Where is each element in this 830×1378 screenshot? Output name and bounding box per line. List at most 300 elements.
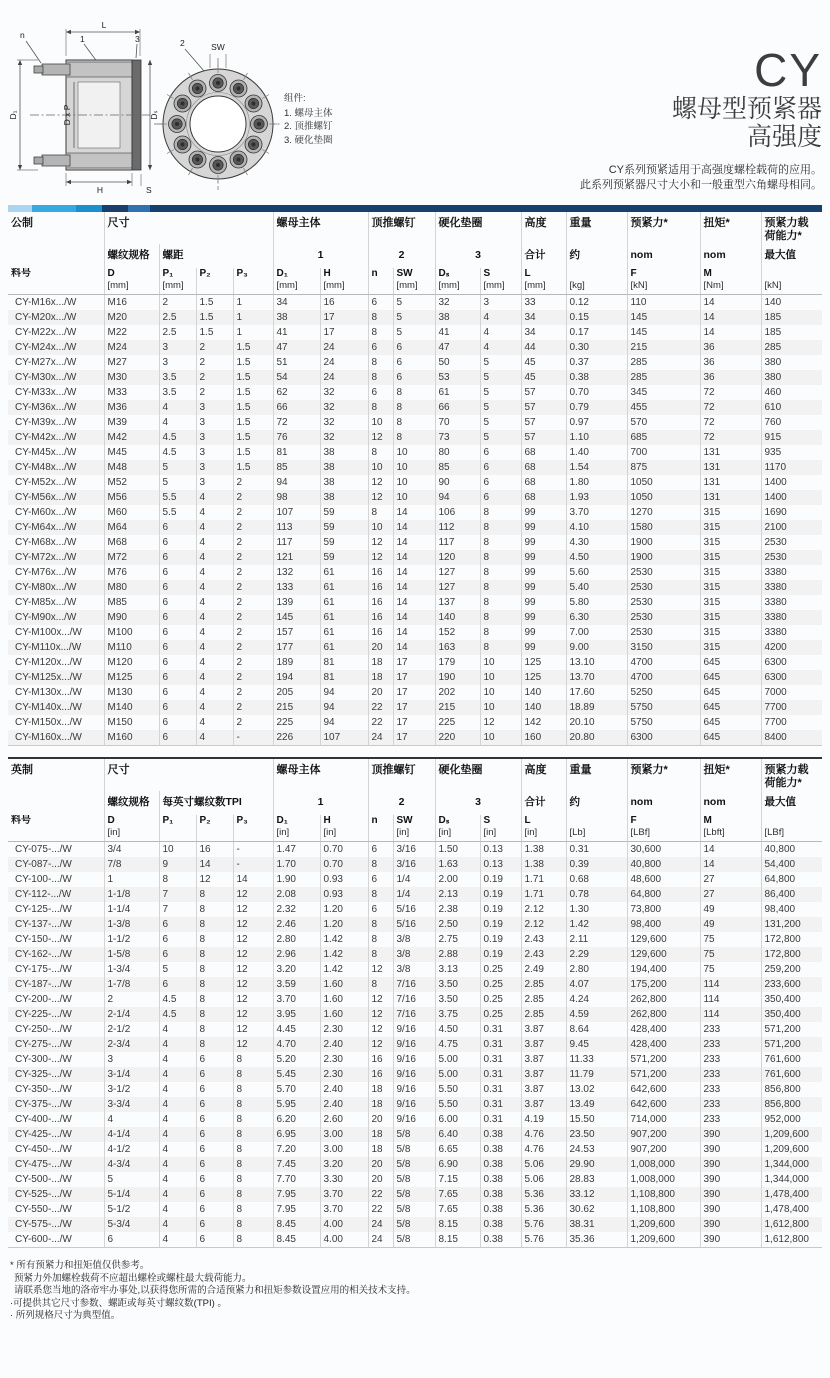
- cell: 5.60: [566, 565, 627, 580]
- cell: 5: [480, 355, 521, 370]
- col-header-11: L [mm]: [521, 268, 566, 295]
- cell: 390: [700, 1127, 761, 1142]
- cell: 4: [196, 700, 233, 715]
- cell: 6: [196, 1232, 233, 1248]
- table-row: [8, 1187, 822, 1202]
- col-header-9: Dₛ [in]: [435, 815, 480, 842]
- cell: M36: [104, 400, 159, 415]
- cell: 6: [368, 842, 393, 858]
- cell: 3.5: [159, 385, 196, 400]
- cell: 107: [320, 730, 368, 746]
- cell: 2: [233, 565, 273, 580]
- cell: 50: [435, 355, 480, 370]
- cell: 140: [521, 685, 566, 700]
- cell: 8: [368, 917, 393, 932]
- cell: 5-3/4: [104, 1217, 159, 1232]
- footnote-line: · 所列规格尺寸为典型值。: [10, 1310, 121, 1321]
- cell: 2.40: [320, 1037, 368, 1052]
- cell: 38: [273, 310, 320, 325]
- cell: 4-1/2: [104, 1142, 159, 1157]
- cell: 1.5: [233, 370, 273, 385]
- cell: 70: [435, 415, 480, 430]
- cell: 2: [233, 655, 273, 670]
- cell: 75: [700, 947, 761, 962]
- cell: 3.20: [273, 962, 320, 977]
- cell: 3/16: [393, 842, 435, 858]
- cell: 81: [320, 655, 368, 670]
- cell: 3380: [761, 565, 822, 580]
- col-group-weight: 重量: [566, 759, 627, 791]
- cell: 1050: [627, 490, 700, 505]
- cell: 0.13: [480, 842, 521, 858]
- cell: 4: [159, 1082, 196, 1097]
- cell: 2: [233, 475, 273, 490]
- cell: 7: [159, 902, 196, 917]
- cell: 3.87: [521, 1052, 566, 1067]
- cell: 117: [435, 535, 480, 550]
- cell: 3/8: [393, 947, 435, 962]
- cell: 428,400: [627, 1022, 700, 1037]
- cell: 202: [435, 685, 480, 700]
- cell: M72: [104, 550, 159, 565]
- cell: 6: [368, 340, 393, 355]
- cell: M90: [104, 610, 159, 625]
- cell: 132: [273, 565, 320, 580]
- cell: 117: [273, 535, 320, 550]
- cell: M68: [104, 535, 159, 550]
- cell: 0.19: [480, 932, 521, 947]
- table-row: [8, 625, 822, 640]
- col-subheader-pitch: 螺距: [159, 244, 273, 268]
- cell: 4: [196, 730, 233, 746]
- cell: 6: [368, 385, 393, 400]
- dim-label-n: n: [20, 30, 25, 40]
- cell: 30,600: [627, 842, 700, 858]
- cell: CY-M80x.../W: [15, 582, 77, 593]
- table-row: [8, 370, 822, 385]
- cell: 4: [196, 490, 233, 505]
- cell: 2530: [627, 580, 700, 595]
- cell: 8: [368, 445, 393, 460]
- cell: 5: [393, 325, 435, 340]
- cell: 66: [435, 400, 480, 415]
- cell: 1,478,400: [761, 1187, 822, 1202]
- cell: 1,209,600: [627, 1217, 700, 1232]
- cell: 81: [320, 670, 368, 685]
- cell: 2-1/2: [104, 1022, 159, 1037]
- cell: 7.95: [273, 1202, 320, 1217]
- cell: 571,200: [761, 1037, 822, 1052]
- cell: 8: [368, 370, 393, 385]
- cell: 1.5: [233, 430, 273, 445]
- cell: 179: [435, 655, 480, 670]
- cell: CY-M48x.../W: [15, 462, 77, 473]
- cell: 4: [196, 610, 233, 625]
- cell: 4: [159, 1232, 196, 1248]
- cell: CY-075-.../W: [15, 844, 72, 855]
- cell: 12: [368, 535, 393, 550]
- cell: 1.60: [320, 977, 368, 992]
- cell: 0.12: [566, 295, 627, 311]
- cell: 99: [521, 505, 566, 520]
- accent-bar-segment: [150, 205, 822, 212]
- cell: CY-M36x.../W: [15, 402, 77, 413]
- cell: 8: [393, 430, 435, 445]
- cell: 285: [627, 370, 700, 385]
- cell: 7000: [761, 685, 822, 700]
- cell: 112: [435, 520, 480, 535]
- cell: 1.93: [566, 490, 627, 505]
- cell: CY-150-.../W: [15, 934, 72, 945]
- cell: 2-3/4: [104, 1037, 159, 1052]
- cell: 129,600: [627, 947, 700, 962]
- cell: 14: [393, 580, 435, 595]
- cell: 6: [159, 670, 196, 685]
- cell: 0.25: [480, 962, 521, 977]
- cell: M76: [104, 565, 159, 580]
- footnote-line: 预紧力外加螺栓载荷不应超出螺栓或螺柱最大载荷能力。: [14, 1272, 252, 1284]
- cell: M45: [104, 445, 159, 460]
- cell: 1.42: [320, 932, 368, 947]
- cell: CY-M68x.../W: [15, 537, 77, 548]
- cell: 2: [233, 550, 273, 565]
- cell: 85: [435, 460, 480, 475]
- cell: 0.30: [566, 340, 627, 355]
- cell: 2: [233, 700, 273, 715]
- cell: 16: [320, 295, 368, 311]
- cell: M120: [104, 655, 159, 670]
- cell: 3380: [761, 580, 822, 595]
- cell: 1,612,800: [761, 1217, 822, 1232]
- cell: 8: [233, 1067, 273, 1082]
- cell: 8: [480, 595, 521, 610]
- cell: 17: [393, 685, 435, 700]
- col-header-3: P₂: [196, 815, 233, 842]
- cell: 2530: [761, 535, 822, 550]
- cell: 6: [159, 595, 196, 610]
- cell: CY-M60x.../W: [15, 507, 77, 518]
- cell: 233: [700, 1097, 761, 1112]
- cell: 38: [320, 460, 368, 475]
- cell: 1.5: [196, 310, 233, 325]
- cell: 8: [196, 932, 233, 947]
- cell: 62: [273, 385, 320, 400]
- cell: 9/16: [393, 1067, 435, 1082]
- cell: 8: [233, 1172, 273, 1187]
- cell: 1.5: [233, 385, 273, 400]
- cell: 8: [196, 977, 233, 992]
- cell: 94: [320, 685, 368, 700]
- cell: 1.5: [233, 340, 273, 355]
- cell: 9/16: [393, 1082, 435, 1097]
- cell: 10: [393, 490, 435, 505]
- cell: 1,209,600: [761, 1127, 822, 1142]
- cell: 455: [627, 400, 700, 415]
- cell: CY-400-.../W: [15, 1114, 72, 1125]
- cell: 163: [435, 640, 480, 655]
- cell: 5.00: [435, 1067, 480, 1082]
- cell: 0.13: [480, 857, 521, 872]
- cell: 72: [700, 400, 761, 415]
- cell: 80: [435, 445, 480, 460]
- cell: 33.12: [566, 1187, 627, 1202]
- cell: 17: [393, 655, 435, 670]
- table-row: [8, 640, 822, 655]
- cell: 4: [196, 550, 233, 565]
- cell: 5/16: [393, 917, 435, 932]
- cell: CY-425-.../W: [15, 1129, 72, 1140]
- cell: 12: [368, 490, 393, 505]
- cell: 571,200: [627, 1052, 700, 1067]
- cell: 48,600: [627, 872, 700, 887]
- footnote-line: * 所有预紧力和扭矩值仅供参考。: [10, 1260, 150, 1271]
- cell: 175,200: [627, 977, 700, 992]
- col-group-torque: 扭矩*: [700, 759, 761, 791]
- col-subheader-approx: 约: [566, 791, 627, 815]
- cell: 3/8: [393, 962, 435, 977]
- cell: 8: [196, 1007, 233, 1022]
- cell: 4.00: [320, 1217, 368, 1232]
- cell: 8: [233, 1097, 273, 1112]
- cell: 645: [700, 715, 761, 730]
- cell: 4: [196, 715, 233, 730]
- cell: 0.38: [480, 1232, 521, 1248]
- cell: 935: [761, 445, 822, 460]
- cell: 1.60: [320, 992, 368, 1007]
- part-label-2: 2: [180, 38, 185, 48]
- cell: CY-575-.../W: [15, 1219, 72, 1230]
- cell: 3.59: [273, 977, 320, 992]
- cell: 6: [196, 1217, 233, 1232]
- cell: 5: [480, 385, 521, 400]
- cell: 1.5: [233, 400, 273, 415]
- col-subheader-total: 合计: [521, 244, 566, 268]
- cell: 133: [273, 580, 320, 595]
- cell: 5.36: [521, 1202, 566, 1217]
- cell: 145: [627, 325, 700, 340]
- cell: 4: [480, 340, 521, 355]
- cell: 856,800: [761, 1097, 822, 1112]
- cell: 1.54: [566, 460, 627, 475]
- cell: 38.31: [566, 1217, 627, 1232]
- cell: CY-M110x.../W: [15, 642, 82, 653]
- cell: 3.75: [435, 1007, 480, 1022]
- cell: 68: [521, 460, 566, 475]
- cell: 645: [700, 655, 761, 670]
- cell: 8: [393, 400, 435, 415]
- cell: 18: [368, 670, 393, 685]
- table-row: [8, 992, 822, 1007]
- cell: 114: [700, 1007, 761, 1022]
- cell: 5.80: [566, 595, 627, 610]
- cell: 3/16: [393, 857, 435, 872]
- cell: 1.71: [521, 872, 566, 887]
- col-group-size: 尺寸: [104, 212, 273, 244]
- cell: 61: [320, 580, 368, 595]
- cell: 51: [273, 355, 320, 370]
- cell: 5.50: [435, 1082, 480, 1097]
- cell: 0.38: [480, 1157, 521, 1172]
- cell: 8: [368, 355, 393, 370]
- cell: 57: [521, 400, 566, 415]
- cell: 8: [233, 1202, 273, 1217]
- cell: 2.85: [521, 1007, 566, 1022]
- cell: 3: [196, 400, 233, 415]
- side-view-diagram: [8, 16, 160, 196]
- cell: 5.00: [435, 1052, 480, 1067]
- cell: 11.79: [566, 1067, 627, 1082]
- cell: 114: [700, 992, 761, 1007]
- col-header-10: S [in]: [480, 815, 521, 842]
- cell: 59: [320, 550, 368, 565]
- dim-label-H: H: [96, 185, 104, 195]
- cell: 215: [627, 340, 700, 355]
- cell: 6: [159, 565, 196, 580]
- cell: 10: [480, 670, 521, 685]
- cell: CY-M150x.../W: [15, 717, 82, 728]
- cell: 4: [196, 595, 233, 610]
- cell: 22: [368, 700, 393, 715]
- cell: 315: [700, 610, 761, 625]
- table-row: [8, 1127, 822, 1142]
- cell: 3-1/4: [104, 1067, 159, 1082]
- cell: 44: [521, 340, 566, 355]
- cell: 3380: [761, 625, 822, 640]
- cell: 16: [368, 1052, 393, 1067]
- cell: 6: [159, 977, 196, 992]
- cell: 110: [627, 295, 700, 311]
- cell: 6: [159, 535, 196, 550]
- cell: 6300: [627, 730, 700, 746]
- col-group-torque: 扭矩*: [700, 212, 761, 244]
- col-header-5: D₁ [in]: [273, 815, 320, 842]
- cell: 1.63: [435, 857, 480, 872]
- cell: 5.06: [521, 1157, 566, 1172]
- cell: 700: [627, 445, 700, 460]
- cell: 6: [159, 685, 196, 700]
- cell: 1.10: [566, 430, 627, 445]
- cell: 32: [320, 400, 368, 415]
- table-row: [8, 947, 822, 962]
- table-row: [8, 445, 822, 460]
- cell: 3150: [627, 640, 700, 655]
- cell: 129,600: [627, 932, 700, 947]
- cell: CY-M100x.../W: [15, 627, 82, 638]
- cell: 5-1/2: [104, 1202, 159, 1217]
- cell: 5: [480, 430, 521, 445]
- cell: 8: [233, 1232, 273, 1248]
- table-row: [8, 857, 822, 872]
- cell: 8: [480, 520, 521, 535]
- cell: 99: [521, 535, 566, 550]
- cell: 14: [393, 595, 435, 610]
- col-header-6: H [in]: [320, 815, 368, 842]
- table-row: [8, 1202, 822, 1217]
- cell: 8: [233, 1082, 273, 1097]
- cell: CY-M33x.../W: [15, 387, 77, 398]
- cell: 32: [320, 415, 368, 430]
- cell: 233: [700, 1052, 761, 1067]
- col-subheader-group2: 2: [368, 791, 435, 815]
- table-row: [8, 932, 822, 947]
- cell: 0.31: [480, 1067, 521, 1082]
- cell: 12: [233, 977, 273, 992]
- cell: 99: [521, 610, 566, 625]
- product-description: [580, 163, 822, 193]
- cell: 24: [320, 355, 368, 370]
- cell: 106: [435, 505, 480, 520]
- cell: 57: [521, 385, 566, 400]
- table-row: [8, 340, 822, 355]
- cell: 645: [700, 685, 761, 700]
- cell: 233: [700, 1082, 761, 1097]
- cell: 4: [196, 520, 233, 535]
- cell: 142: [521, 715, 566, 730]
- cell: 6.20: [273, 1112, 320, 1127]
- cell: 0.31: [480, 1037, 521, 1052]
- cell: 5: [480, 370, 521, 385]
- cell: 1.30: [566, 902, 627, 917]
- cell: 1.20: [320, 917, 368, 932]
- cell: 8.64: [566, 1022, 627, 1037]
- cell: 10: [159, 842, 196, 858]
- cell: CY-112-.../W: [15, 889, 72, 900]
- cell: CY-350-.../W: [15, 1084, 72, 1095]
- cell: 9: [159, 857, 196, 872]
- cell: 2: [233, 505, 273, 520]
- cell: 14: [393, 535, 435, 550]
- table-row: [8, 430, 822, 445]
- cell: 157: [273, 625, 320, 640]
- cell: 57: [521, 430, 566, 445]
- table-row: [8, 580, 822, 595]
- cell: 3.70: [320, 1187, 368, 1202]
- cell: 5.20: [273, 1052, 320, 1067]
- cell: 2.85: [521, 977, 566, 992]
- cell: 8: [233, 1187, 273, 1202]
- cell: 8400: [761, 730, 822, 746]
- cell: 1.38: [521, 842, 566, 858]
- cell: 4.07: [566, 977, 627, 992]
- cell: 4.59: [566, 1007, 627, 1022]
- accent-bar-segment: [102, 205, 128, 212]
- table-row: [8, 505, 822, 520]
- cell: 233: [700, 1112, 761, 1127]
- cell: 13.70: [566, 670, 627, 685]
- cell: 11.33: [566, 1052, 627, 1067]
- cell: 4-1/4: [104, 1127, 159, 1142]
- cell: 32: [435, 295, 480, 311]
- cell: 20: [368, 1112, 393, 1127]
- cell: CY-M120x.../W: [15, 657, 82, 668]
- cell: 1,344,000: [761, 1157, 822, 1172]
- cell: 8: [393, 385, 435, 400]
- cell: 390: [700, 1172, 761, 1187]
- cell: 4: [196, 655, 233, 670]
- cell: 4.24: [566, 992, 627, 1007]
- cell: 61: [320, 625, 368, 640]
- cell: 6: [104, 1232, 159, 1248]
- cell: 12: [233, 917, 273, 932]
- cell: 33: [521, 295, 566, 311]
- cell: 98: [273, 490, 320, 505]
- cell: CY-375-.../W: [15, 1099, 72, 1110]
- cell: CY-M42x.../W: [15, 432, 77, 443]
- cell: 8: [368, 857, 393, 872]
- cell: 2530: [627, 625, 700, 640]
- cell: 54,400: [761, 857, 822, 872]
- cell: 6: [159, 700, 196, 715]
